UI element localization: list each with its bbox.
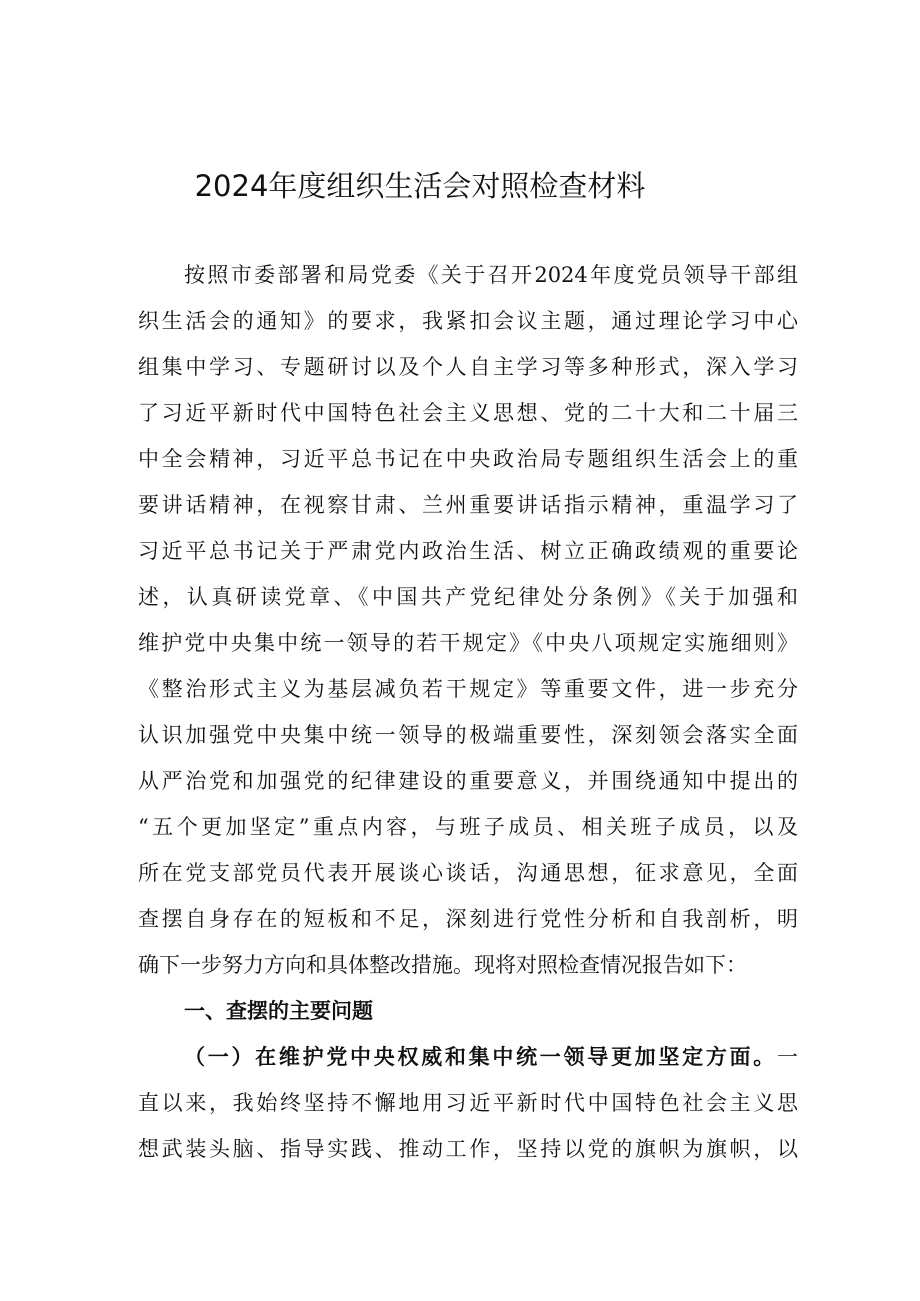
intro-line: 《整治形式主义为基层减负若干规定》等重要文件，进一步充分 xyxy=(138,677,798,701)
document-title: 2024年度组织生活会对照检查材料 xyxy=(194,169,646,203)
intro-line: 习近平总书记关于严肃党内政治生活、树立正确政绩观的重要论 xyxy=(138,539,798,563)
intro-line: 查摆自身存在的短板和不足，深刻进行党性分析和自我剖析，明 xyxy=(138,907,798,931)
intro-line: 按照市委部署和局党委《关于召开2024年度党员领导干部组 xyxy=(184,263,798,287)
subsection-lead-tail: 一 xyxy=(777,1045,798,1069)
intro-line: “五个更加坚定”重点内容，与班子成员、相关班子成员，以及 xyxy=(138,815,798,839)
intro-line: 述，认真研读党章、《中国共产党纪律处分条例》《关于加强和 xyxy=(138,585,798,609)
intro-line: 了习近平新时代中国特色社会主义思想、党的二十大和二十届三 xyxy=(138,401,798,425)
intro-line: 中全会精神，习近平总书记在中央政治局专题组织生活会上的重 xyxy=(138,447,798,471)
intro-line: 从严治党和加强党的纪律建设的重要意义，并围绕通知中提出的 xyxy=(138,769,798,793)
intro-line: 要讲话精神，在视察甘肃、兰州重要讲话指示精神，重温学习了 xyxy=(138,493,798,517)
section-heading: 一、查摆的主要问题 xyxy=(184,999,373,1023)
subsection-lead-line xyxy=(184,1039,798,1075)
intro-line: 织生活会的通知》的要求，我紧扣会议主题，通过理论学习中心 xyxy=(138,309,798,333)
subsection-line: 直以来，我始终坚持不懈地用习近平新时代中国特色社会主义思 xyxy=(138,1091,798,1115)
subsection-lead: （一）在维护党中央权威和集中统一领导更加坚定方面。 xyxy=(184,1045,777,1069)
intro-line: 维护党中央集中统一领导的若干规定》《中央八项规定实施细则》 xyxy=(138,631,798,655)
intro-line: 组集中学习、专题研讨以及个人自主学习等多种形式，深入学习 xyxy=(138,355,798,379)
intro-line: 认识加强党中央集中统一领导的极端重要性，深刻领会落实全面 xyxy=(138,723,798,747)
intro-line: 所在党支部党员代表开展谈心谈话，沟通思想，征求意见，全面 xyxy=(138,861,798,885)
subsection-line: 想武装头脑、指导实践、推动工作，坚持以党的旗帜为旗帜，以 xyxy=(138,1137,798,1161)
intro-line: 确下一步努力方向和具体整改措施。现将对照检查情况报告如下： xyxy=(138,953,747,977)
